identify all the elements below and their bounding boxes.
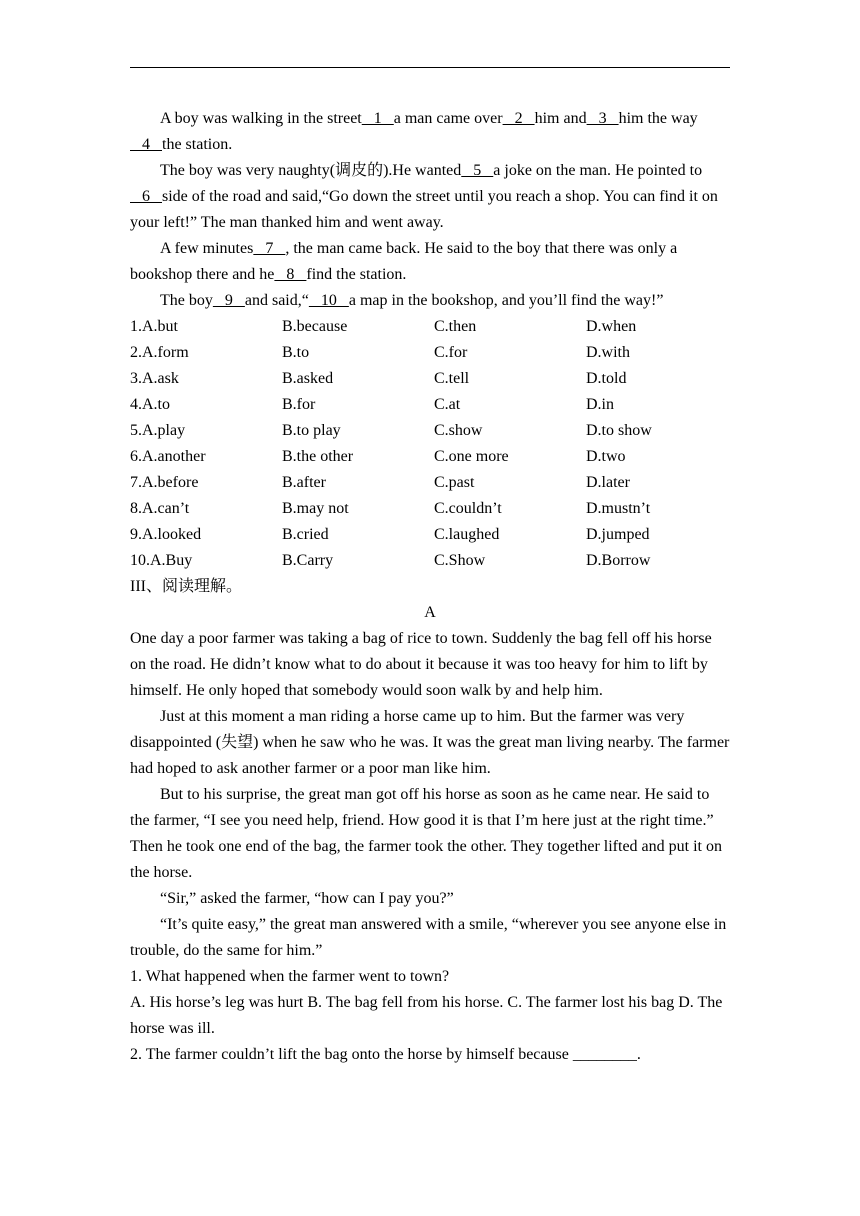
option: B.because (282, 318, 348, 335)
text: a map in the bookshop, and you’ll find the way!” (348, 292, 664, 309)
text: him and (534, 110, 587, 127)
blank-1: 1 (361, 110, 394, 127)
option: 2.A.form (130, 344, 189, 361)
option: B.to play (282, 422, 341, 439)
passage-paragraph-1: One day a poor farmer was taking a bag of rice to town. Suddenly the bag fell off his horse on the road. He didn’t know what to do about it because it was too heavy for him to lift by himself. He only hoped that somebody would soon walk by and help him. (130, 630, 712, 699)
question-2: 2. The farmer couldn’t lift the bag onto the horse by himself because ________. (130, 1046, 641, 1063)
blank-3: 3 (586, 110, 619, 127)
text: A few minutes (160, 240, 254, 257)
option: C.Show (434, 552, 486, 569)
option: 1.A.but (130, 318, 178, 335)
option: D.mustn’t (586, 500, 651, 517)
option: B.may not (282, 500, 349, 517)
option: C.past (434, 474, 475, 491)
passage-paragraph-5: “It’s quite easy,” the great man answered with a smile, “wherever you see anyone else in trouble, do the same for him.” (130, 916, 727, 959)
question-1: 1. What happened when the farmer went to town? (130, 968, 450, 985)
option: D.Borrow (586, 552, 651, 569)
option: B.Carry (282, 552, 334, 569)
option: C.couldn’t (434, 500, 502, 517)
blank-9: 9 (212, 292, 245, 309)
cloze-paragraph-4 (130, 288, 730, 314)
option: D.jumped (586, 526, 650, 543)
option: C.then (434, 318, 477, 335)
question-1-choices: A. His horse’s leg was hurt B. The bag fell from his horse. C. The farmer lost his bag D. The horse was ill. (130, 994, 723, 1037)
blank-4: 4 (130, 136, 162, 153)
option: C.show (434, 422, 483, 439)
document-content (130, 106, 730, 1068)
text: The boy was very naughty(调皮的).He wanted (160, 162, 462, 179)
text: a joke on the man. He pointed to (493, 162, 703, 179)
passage-label: A (424, 604, 436, 621)
cloze-paragraph-3 (130, 236, 730, 288)
text: him the way (618, 110, 698, 127)
passage-paragraph-4: “Sir,” asked the farmer, “how can I pay you?” (160, 890, 454, 907)
passage-paragraph-2: Just at this moment a man riding a horse came up to him. But the farmer was very disappointed (失望) when he saw who he was. It was the great man living nearby. The farmer had hoped to ask another farmer or a poor man like him. (130, 708, 730, 777)
blank-5: 5 (461, 162, 494, 179)
option: D.told (586, 370, 627, 387)
blank-10: 10 (308, 292, 349, 309)
blank-2: 2 (502, 110, 535, 127)
passage-paragraph-3: But to his surprise, the great man got off his horse as soon as he came near. He said to the farmer, “I see you need help, friend. How good it is that I’m here just at the right time.” Then he took one end of the bag, the farmer took the other. They together lifted and put it on the horse. (130, 786, 722, 881)
option: D.in (586, 396, 614, 413)
option: D.later (586, 474, 630, 491)
option: C.tell (434, 370, 470, 387)
blank-7: 7 (253, 240, 286, 257)
option: 4.A.to (130, 396, 170, 413)
option: C.for (434, 344, 468, 361)
option: B.after (282, 474, 326, 491)
option: 10.A.Buy (130, 552, 193, 569)
option: B.the other (282, 448, 354, 465)
option: D.with (586, 344, 630, 361)
header-rule (130, 67, 730, 68)
option: B.asked (282, 370, 334, 387)
cloze-paragraph-2 (130, 158, 730, 236)
text: side of the road and said,“Go down the street until you reach a shop. You can find it on your left!” The man thanked him and went away. (130, 188, 718, 231)
option: C.one more (434, 448, 509, 465)
option: 5.A.play (130, 422, 186, 439)
option: B.cried (282, 526, 329, 543)
option: C.at (434, 396, 461, 413)
option: 3.A.ask (130, 370, 179, 387)
text: the station. (162, 136, 233, 153)
option: D.when (586, 318, 637, 335)
text: a man came over (393, 110, 503, 127)
text: and said,“ (244, 292, 309, 309)
option: D.two (586, 448, 626, 465)
option: B.for (282, 396, 316, 413)
section-heading: III、阅读理解。 (130, 578, 242, 595)
option: C.laughed (434, 526, 500, 543)
text: find the station. (306, 266, 407, 283)
blank-6: 6 (130, 188, 162, 205)
options-table (130, 314, 730, 574)
text: The boy (160, 292, 213, 309)
option: 7.A.before (130, 474, 199, 491)
text: A boy was walking in the street (160, 110, 362, 127)
cloze-paragraph-1 (130, 106, 730, 158)
option: D.to show (586, 422, 652, 439)
text: , the man came back. He said to the boy that there was only a bookshop there and he (130, 240, 678, 283)
option: 8.A.can’t (130, 500, 190, 517)
option: B.to (282, 344, 310, 361)
blank-8: 8 (274, 266, 307, 283)
option: 9.A.looked (130, 526, 202, 543)
option: 6.A.another (130, 448, 206, 465)
